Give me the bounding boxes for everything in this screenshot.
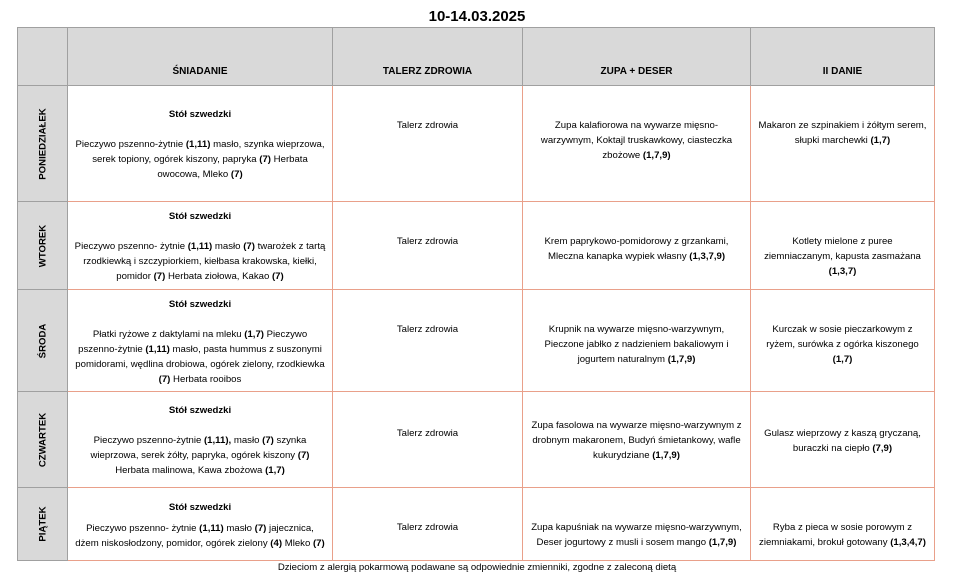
breakfast-heading: Stół szwedzki [168, 405, 232, 416]
col-header-zupa: ZUPA + DESER [523, 28, 751, 86]
zupa-cell: Zupa kapuśniak na wywarze mięsno-warzywnym, Deser jogurtowy z musli i sosem mango (1,7,9) [523, 488, 751, 561]
table-row [18, 488, 935, 561]
col-header-talerz: TALERZ ZDROWIA [333, 28, 523, 86]
col-header-sniadanie: ŚNIADANIE [68, 28, 333, 86]
zupa-cell: Zupa kalafiorowa na wywarze mięsno-warzywnym, Koktajl truskawkowy, ciasteczka zbożowe (1,7,9) [523, 86, 751, 202]
table-row [18, 392, 935, 488]
talerz-cell: Talerz zdrowia [333, 290, 523, 392]
allergy-footer-note: Dzieciom z alergią pokarmową podawane są odpowiednie zmienniki, zgodne z zaleconą dietą [277, 562, 677, 573]
danie-cell: Kotlety mielone z puree ziemniaczanym, kapusta zasmażana (1,3,7) [751, 202, 935, 290]
table-row [18, 86, 935, 202]
table-row [18, 290, 935, 392]
breakfast-cell: Stół szwedzki Pieczywo pszenno- żytnie (1,11) masło (7) twarożek z tartą rzodkiewką i szczypiorkiem, kiełbasa krakowska, kiełki, pomidor (7) Herbata ziołowa, Kakao (7) [68, 202, 333, 290]
danie-cell: Gulasz wieprzowy z kaszą gryczaną, buraczki na ciepło (7,9) [751, 392, 935, 488]
day-label: WTOREK [18, 202, 68, 290]
zupa-cell: Zupa fasolowa na wywarze mięsno-warzywnym z drobnym makaronem, Budyń śmietankowy, wafle kukurydziane (1,7,9) [523, 392, 751, 488]
talerz-cell: Talerz zdrowia [333, 488, 523, 561]
zupa-cell: Krupnik na wywarze mięsno-warzywnym, Pieczone jabłko z nadzieniem bakaliowym i jogurtem naturalnym (1,7,9) [523, 290, 751, 392]
day-label: ŚRODA [18, 290, 68, 392]
breakfast-heading: Stół szwedzki [168, 501, 232, 513]
talerz-cell: Talerz zdrowia [333, 202, 523, 290]
danie-cell: Makaron ze szpinakiem i żółtym serem, słupki marchewki (1,7) [751, 86, 935, 202]
danie-cell: Ryba z pieca w sosie porowym z ziemniakami, brokuł gotowany (1,3,4,7) [751, 488, 935, 561]
talerz-cell: Talerz zdrowia [333, 86, 523, 202]
col-header-danie: II DANIE [751, 28, 935, 86]
header-row [18, 28, 935, 86]
menu-table [17, 27, 935, 561]
danie-cell: Kurczak w sosie pieczarkowym z ryżem, surówka z ogórka kiszonego (1,7) [751, 290, 935, 392]
breakfast-cell: Stół szwedzki Pieczywo pszenno-żytnie (1,11) masło, szynka wieprzowa, serek topiony, ogórek kiszony, papryka (7) Herbata owocowa, Mleko (7) [68, 86, 333, 202]
breakfast-cell: Stół szwedzki Płatki ryżowe z daktylami na mleku (1,7) Pieczywo pszenno-żytnie (1,11) masło, pasta hummus z suszonymi pomidorami, wędlina drobiowa, ogórek zielony, rzodkiewka (7) Herbata rooibos [68, 290, 333, 392]
table-row [18, 202, 935, 290]
breakfast-heading: Stół szwedzki [168, 109, 232, 120]
corner-cell [18, 28, 68, 86]
page-title: 10-14.03.2025 [428, 8, 526, 25]
zupa-cell: Krem paprykowo-pomidorowy z grzankami, Mleczna kanapka wypiek własny (1,3,7,9) [523, 202, 751, 290]
breakfast-cell: Stół szwedzki Pieczywo pszenno- żytnie (1,11) masło (7) jajecznica, dżem niskosłodzony, pomidor, ogórek zielony (4) Mleko (7) [68, 488, 333, 561]
talerz-cell: Talerz zdrowia [333, 392, 523, 488]
day-label: PIĄTEK [18, 488, 68, 561]
breakfast-heading: Stół szwedzki [168, 298, 232, 310]
breakfast-cell: Stół szwedzki Pieczywo pszenno-żytnie (1,11), masło (7) szynka wieprzowa, serek żółty, papryka, ogórek kiszony (7) Herbata malinowa, Kawa zbożowa (1,7) [68, 392, 333, 488]
breakfast-heading: Stół szwedzki [168, 211, 232, 222]
day-label: PONIEDZIAŁEK [18, 86, 68, 202]
day-label: CZWARTEK [18, 392, 68, 488]
